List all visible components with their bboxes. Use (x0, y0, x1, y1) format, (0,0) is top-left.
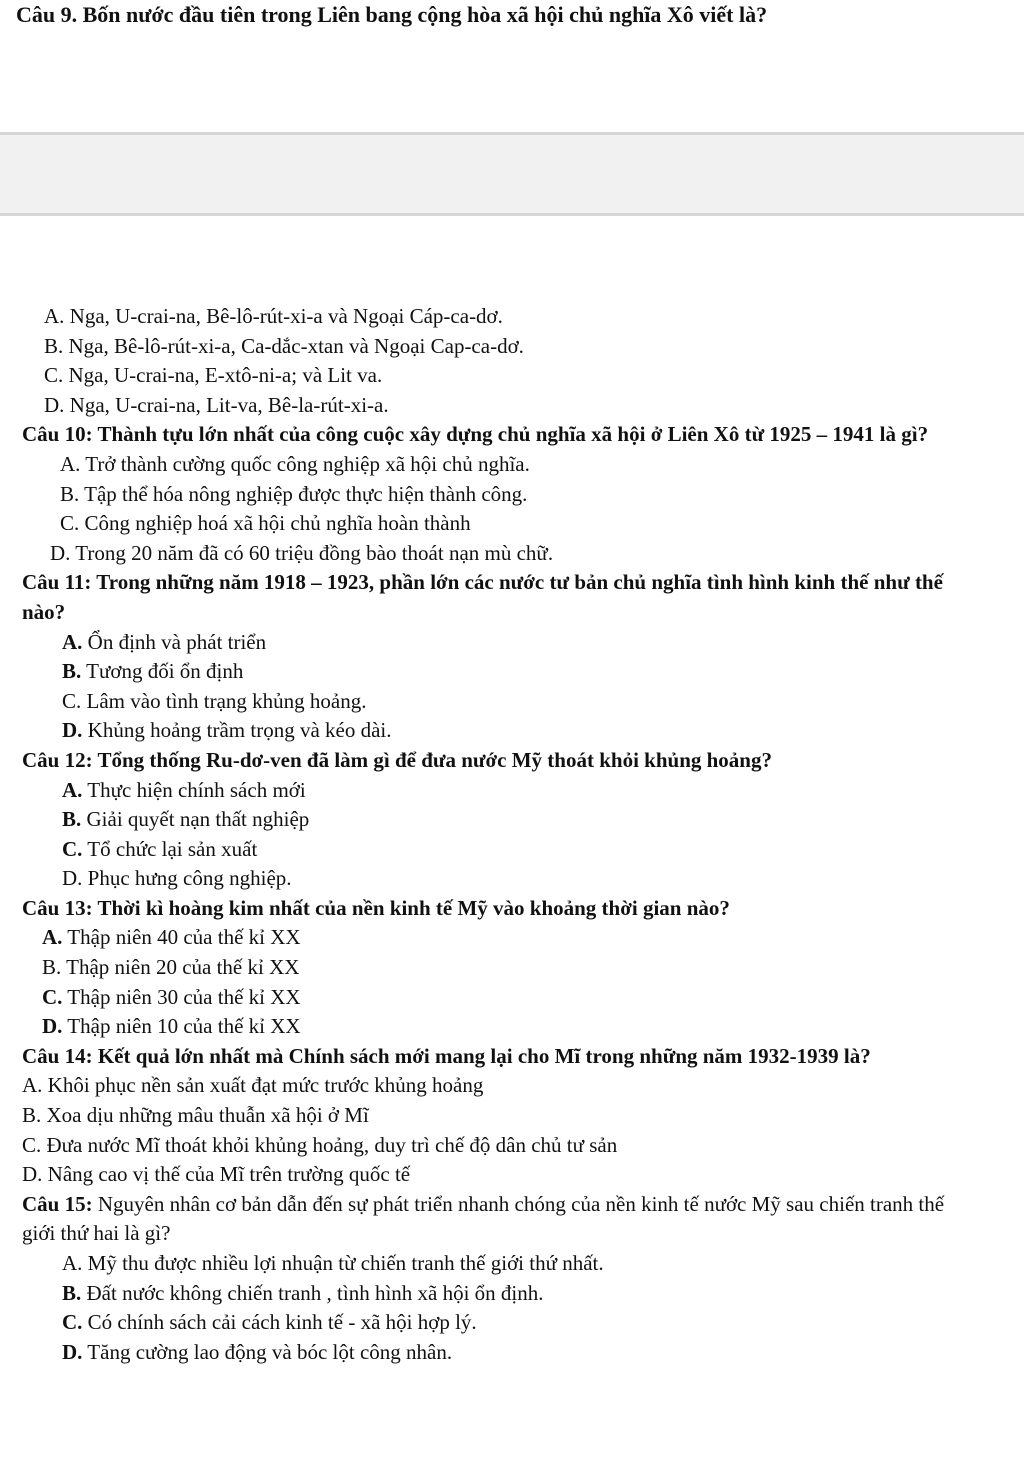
q11-option-a (22, 628, 962, 658)
q11-option-b-key: B. (62, 659, 82, 684)
question-9-options (22, 302, 962, 420)
q10-option-b: B. Tập thể hóa nông nghiệp được thực hiện thành công. (60, 481, 528, 506)
q12-option-c-text: Tổ chức lại sản xuất (82, 836, 258, 861)
q11-option-b-text: Tương đối ổn định (81, 659, 244, 684)
q13-option-c-key: C. (42, 984, 63, 1009)
q9-option-b: B. Nga, Bê-lô-rút-xi-a, Ca-dắc-xtan và Ngoại Cap-ca-dơ. (44, 333, 524, 358)
q12-option-c-key: C. (62, 836, 83, 861)
question-11-title: Câu 11: Trong những năm 1918 – 1923, phần lớn các nước tư bản chủ nghĩa tình hình kinh thế như thế nào? (22, 570, 943, 624)
q15-option-c (22, 1308, 962, 1338)
q15-option-b-key: B. (62, 1280, 82, 1305)
q12-option-a (22, 776, 962, 806)
q11-option-c-key: C. (62, 688, 82, 713)
q13-option-d-text: Thập niên 10 của thế kỉ XX (62, 1014, 301, 1039)
q15-option-c-text: Có chính sách cải cách kinh tế - xã hội hợp lý. (82, 1310, 477, 1335)
question-12-title: Câu 12: Tổng thống Ru-dơ-ven đã làm gì để đưa nước Mỹ thoát khỏi khủng hoảng? (22, 747, 772, 772)
question-15-title (22, 1190, 962, 1249)
q12-option-a-key: A. (62, 777, 83, 802)
q11-option-d-key: D. (62, 718, 83, 743)
q12-option-d (22, 864, 962, 894)
question-13-title: Câu 13: Thời kì hoàng kim nhất của nền kinh tế Mỹ vào khoảng thời gian nào? (22, 895, 730, 920)
q15-option-a-text: Mỹ thu được nhiều lợi nhuận từ chiến tranh thế giới thứ nhất. (82, 1251, 604, 1275)
q12-option-b (22, 805, 962, 835)
q13-option-b-text: Thập niên 20 của thế kỉ XX (61, 955, 300, 980)
q15-option-d-text: Tăng cường lao động và bóc lột công nhân. (82, 1339, 453, 1364)
q11-option-d-text: Khủng hoảng trầm trọng và kéo dài. (82, 718, 392, 743)
q14-option-c: C. Đưa nước Mĩ thoát khỏi khủng hoảng, duy trì chế độ dân chủ tư sản (22, 1132, 618, 1157)
q12-option-b-text: Giải quyết nạn thất nghiệp (81, 807, 310, 832)
q10-option-c: C. Công nghiệp hoá xã hội chủ nghĩa hoàn thành (60, 511, 471, 536)
question-list (22, 302, 962, 1367)
q13-option-c-text: Thập niên 30 của thế kỉ XX (62, 984, 301, 1009)
q13-option-a (22, 923, 962, 953)
q13-option-b-key: B. (42, 955, 62, 980)
q15-option-d-key: D. (62, 1339, 83, 1364)
q15-option-b-text: Đất nước không chiến tranh , tình hình xã hội ổn định. (81, 1280, 544, 1305)
q15-option-c-key: C. (62, 1310, 83, 1335)
q12-option-d-key: D. (62, 866, 83, 891)
q14-option-b: B. Xoa dịu những mâu thuẫn xã hội ở Mĩ (22, 1103, 369, 1128)
question-9-title: Câu 9. Bốn nước đầu tiên trong Liên bang cộng hòa xã hội chủ nghĩa Xô viết là? (16, 2, 768, 27)
q13-option-c (22, 983, 962, 1013)
q11-option-c-text: Lâm vào tình trạng khủng hoảng. (81, 688, 367, 713)
q13-option-b (22, 953, 962, 983)
q10-option-a: A. Trở thành cường quốc công nghiệp xã hội chủ nghĩa. (60, 451, 530, 476)
question-10-title: Câu 10: Thành tựu lớn nhất của công cuộc xây dựng chủ nghĩa xã hội ở Liên Xô từ 1925 – 1941 là gì? (22, 422, 929, 447)
q11-option-a-key: A. (62, 629, 83, 654)
q11-option-d (22, 716, 962, 746)
q15-option-a (22, 1249, 962, 1279)
q12-option-d-text: Phục hưng công nghiệp. (82, 866, 292, 891)
q12-option-c (22, 835, 962, 865)
q11-option-b (22, 657, 962, 687)
q15-option-d (22, 1338, 962, 1368)
q9-option-c: C. Nga, U-crai-na, E-xtô-ni-a; và Lit va. (44, 363, 383, 388)
q13-option-a-key: A. (42, 925, 63, 950)
question-14-title: Câu 14: Kết quả lớn nhất mà Chính sách mới mang lại cho Mĩ trong những năm 1932-1939 là? (22, 1043, 871, 1068)
blank-answer-band (0, 132, 1024, 216)
q13-option-d (22, 1012, 962, 1042)
q14-option-d: D. Nâng cao vị thế của Mĩ trên trường quốc tế (22, 1162, 411, 1187)
q14-option-a: A. Khôi phục nền sản xuất đạt mức trước khủng hoảng (22, 1073, 484, 1098)
q15-option-a-key: A. (62, 1251, 83, 1275)
question-15-text: Nguyên nhân cơ bản dẫn đến sự phát triển nhanh chóng của nền kinh tế nước Mỹ sau chiến tranh thế giới thứ hai là gì? (22, 1191, 945, 1246)
q9-option-d: D. Nga, U-crai-na, Lit-va, Bê-la-rút-xi-a. (44, 392, 389, 417)
q12-option-b-key: B. (62, 807, 82, 832)
q13-option-d-key: D. (42, 1014, 63, 1039)
question-15-label: Câu 15: (22, 1191, 93, 1216)
q9-option-a: A. Nga, U-crai-na, Bê-lô-rút-xi-a và Ngoại Cáp-ca-dơ. (44, 304, 503, 328)
q11-option-c (22, 687, 962, 717)
q11-option-a-text: Ổn định và phát triển (82, 629, 267, 654)
q13-option-a-text: Thập niên 40 của thế kỉ XX (62, 925, 301, 950)
q10-option-d: D. Trong 20 năm đã có 60 triệu đồng bào thoát nạn mù chữ. (50, 540, 554, 565)
q15-option-b (22, 1279, 962, 1309)
q12-option-a-text: Thực hiện chính sách mới (82, 777, 306, 802)
